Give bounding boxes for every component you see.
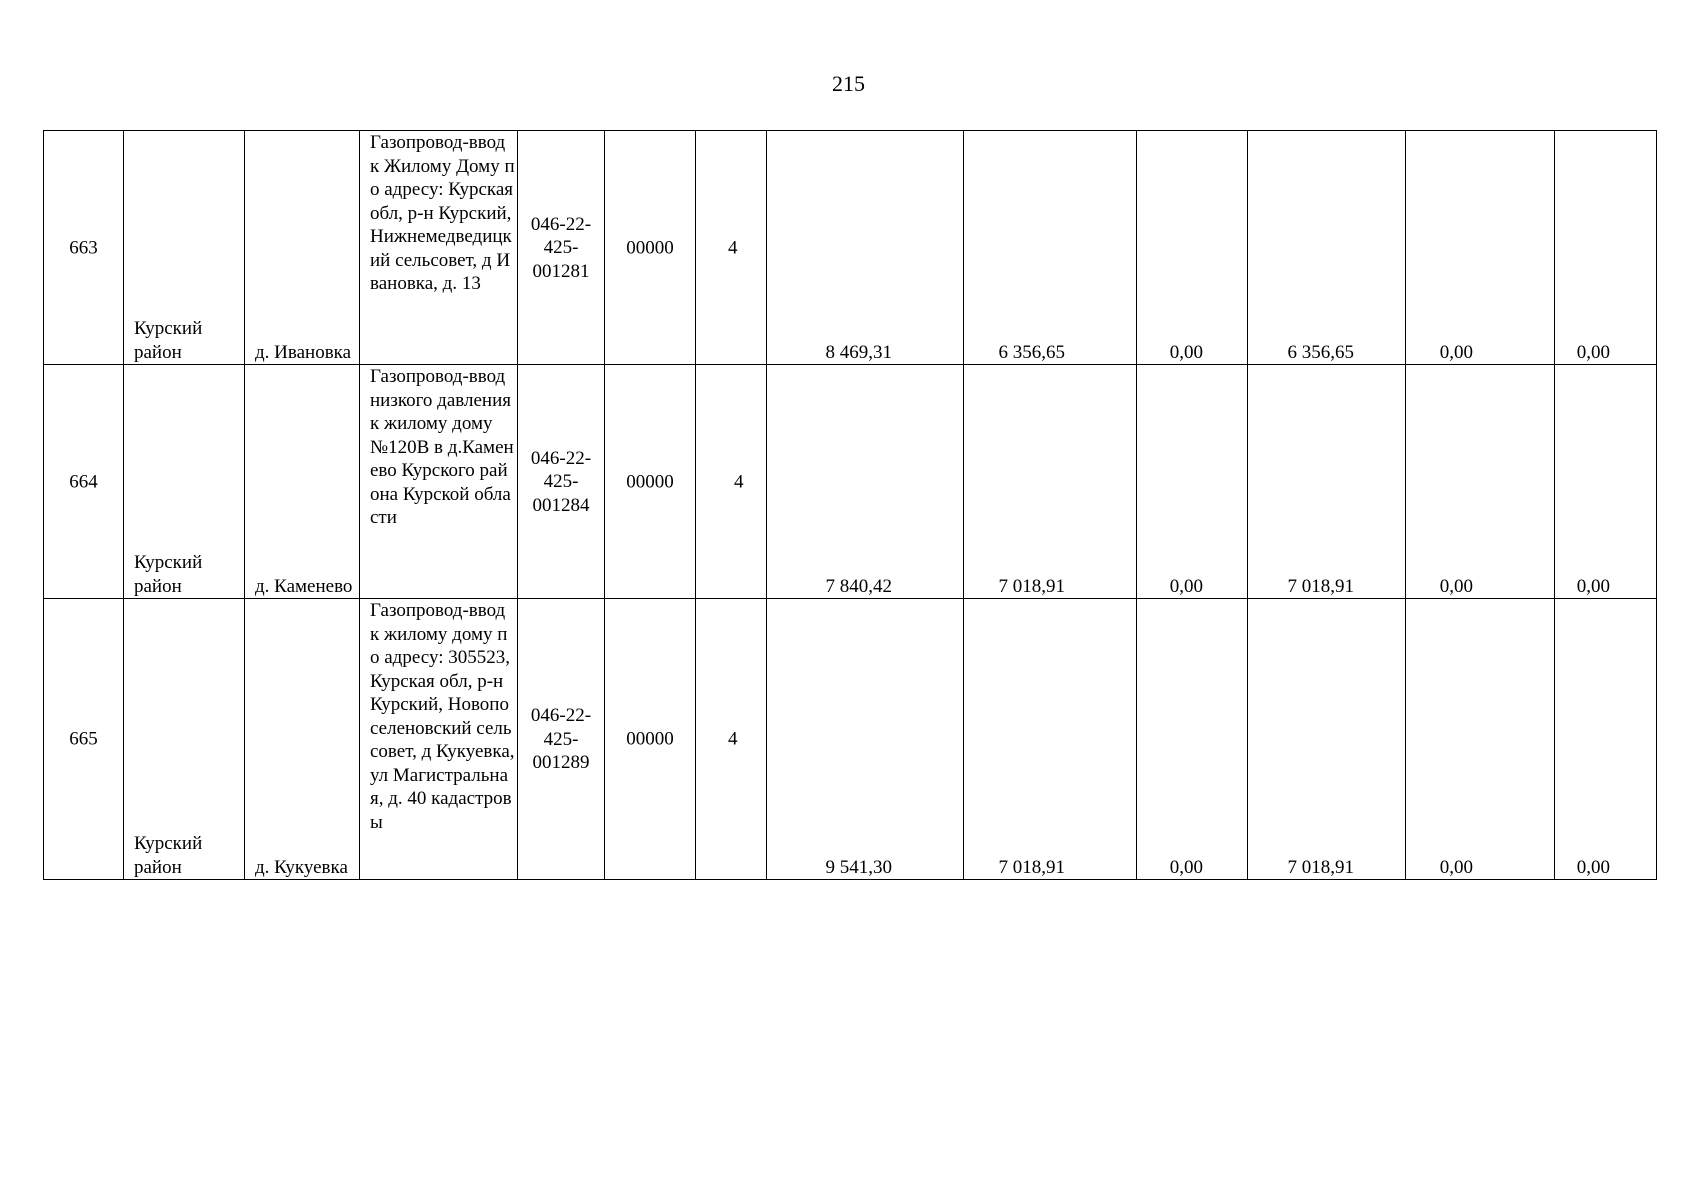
value-4-cell (1248, 131, 1406, 365)
row-number: 664 (69, 470, 98, 492)
value-1: 8 469,31 (825, 341, 892, 363)
value-1-cell (767, 599, 964, 880)
settlement-name: д. Каменево (255, 575, 353, 597)
value-5: 0,00 (1439, 856, 1473, 878)
value-2: 7 018,91 (998, 856, 1065, 878)
district-cell (124, 365, 245, 599)
object-qty: 4 (728, 728, 738, 750)
description-cell (360, 131, 518, 365)
zeros-cell (605, 131, 696, 365)
district-name: Курский район (134, 552, 203, 597)
value-3-cell (1137, 131, 1248, 365)
settlement-cell (245, 131, 360, 365)
value-2-cell (964, 365, 1137, 599)
object-zeros: 00000 (626, 236, 674, 258)
object-description: Газопровод-ввод низкого давления к жилому дому №120В в д.Каменево Курского района Курской области (370, 366, 514, 528)
value-1-cell (767, 365, 964, 599)
code-cell (518, 365, 605, 599)
settlement-cell (245, 365, 360, 599)
value-3: 0,00 (1169, 341, 1203, 363)
value-5-cell (1406, 365, 1555, 599)
registry-table (43, 130, 1657, 880)
row-number: 665 (69, 728, 98, 750)
value-4: 7 018,91 (1287, 856, 1354, 878)
value-6: 0,00 (1576, 856, 1610, 878)
object-code: 046-22- 425- 001281 (530, 213, 592, 282)
value-6-cell (1555, 599, 1657, 880)
object-qty: 4 (728, 236, 738, 258)
object-description: Газопровод-ввод к Жилому Дому по адресу: Курская обл, р-н Курский, Нижнемедведицкий сельсовет, д Ивановка, д. 13 (370, 132, 515, 294)
object-code: 046-22- 425- 001289 (530, 704, 592, 773)
value-5-cell (1406, 599, 1555, 880)
qty-cell (696, 131, 767, 365)
table-row (44, 365, 1657, 599)
district-cell (124, 599, 245, 880)
value-4: 7 018,91 (1287, 575, 1354, 597)
object-description: Газопровод-ввод к жилому дому по адресу: 305523, Курская обл, р-н Курский, Новопоселеновский сельсовет, д Кукуевка, ул Магистральная, д. 40 кадастровы (370, 600, 515, 833)
description-cell (360, 599, 518, 880)
row-number-cell (44, 599, 124, 880)
value-4: 6 356,65 (1287, 341, 1354, 363)
settlement-name: д. Ивановка (255, 341, 352, 363)
district-name: Курский район (134, 318, 203, 363)
zeros-cell (605, 365, 696, 599)
value-6-cell (1555, 131, 1657, 365)
table-row (44, 131, 1657, 365)
object-qty: 4 (734, 470, 744, 492)
value-4-cell (1248, 599, 1406, 880)
object-zeros: 00000 (626, 728, 674, 750)
qty-cell (696, 365, 767, 599)
zeros-cell (605, 599, 696, 880)
row-number-cell (44, 131, 124, 365)
value-4-cell (1248, 365, 1406, 599)
row-number-cell (44, 365, 124, 599)
value-3-cell (1137, 365, 1248, 599)
value-6: 0,00 (1576, 575, 1610, 597)
code-cell (518, 599, 605, 880)
description-cell (360, 365, 518, 599)
qty-cell (696, 599, 767, 880)
value-1-cell (767, 131, 964, 365)
settlement-name: д. Кукуевка (255, 856, 348, 878)
value-3: 0,00 (1169, 856, 1203, 878)
district-cell (124, 131, 245, 365)
row-number: 663 (69, 236, 98, 258)
value-3-cell (1137, 599, 1248, 880)
value-5: 0,00 (1439, 575, 1473, 597)
value-6-cell (1555, 365, 1657, 599)
object-code: 046-22- 425- 001284 (530, 447, 592, 516)
value-5: 0,00 (1439, 341, 1473, 363)
table-row (44, 599, 1657, 880)
settlement-cell (245, 599, 360, 880)
value-5-cell (1406, 131, 1555, 365)
code-cell (518, 131, 605, 365)
object-zeros: 00000 (626, 470, 674, 492)
value-1: 9 541,30 (825, 856, 892, 878)
page-number: 215 (832, 71, 865, 96)
value-3: 0,00 (1169, 575, 1203, 597)
value-2-cell (964, 131, 1137, 365)
value-2: 6 356,65 (998, 341, 1065, 363)
district-name: Курский район (134, 833, 203, 878)
value-2-cell (964, 599, 1137, 880)
value-6: 0,00 (1576, 341, 1610, 363)
value-2: 7 018,91 (998, 575, 1065, 597)
value-1: 7 840,42 (825, 575, 892, 597)
